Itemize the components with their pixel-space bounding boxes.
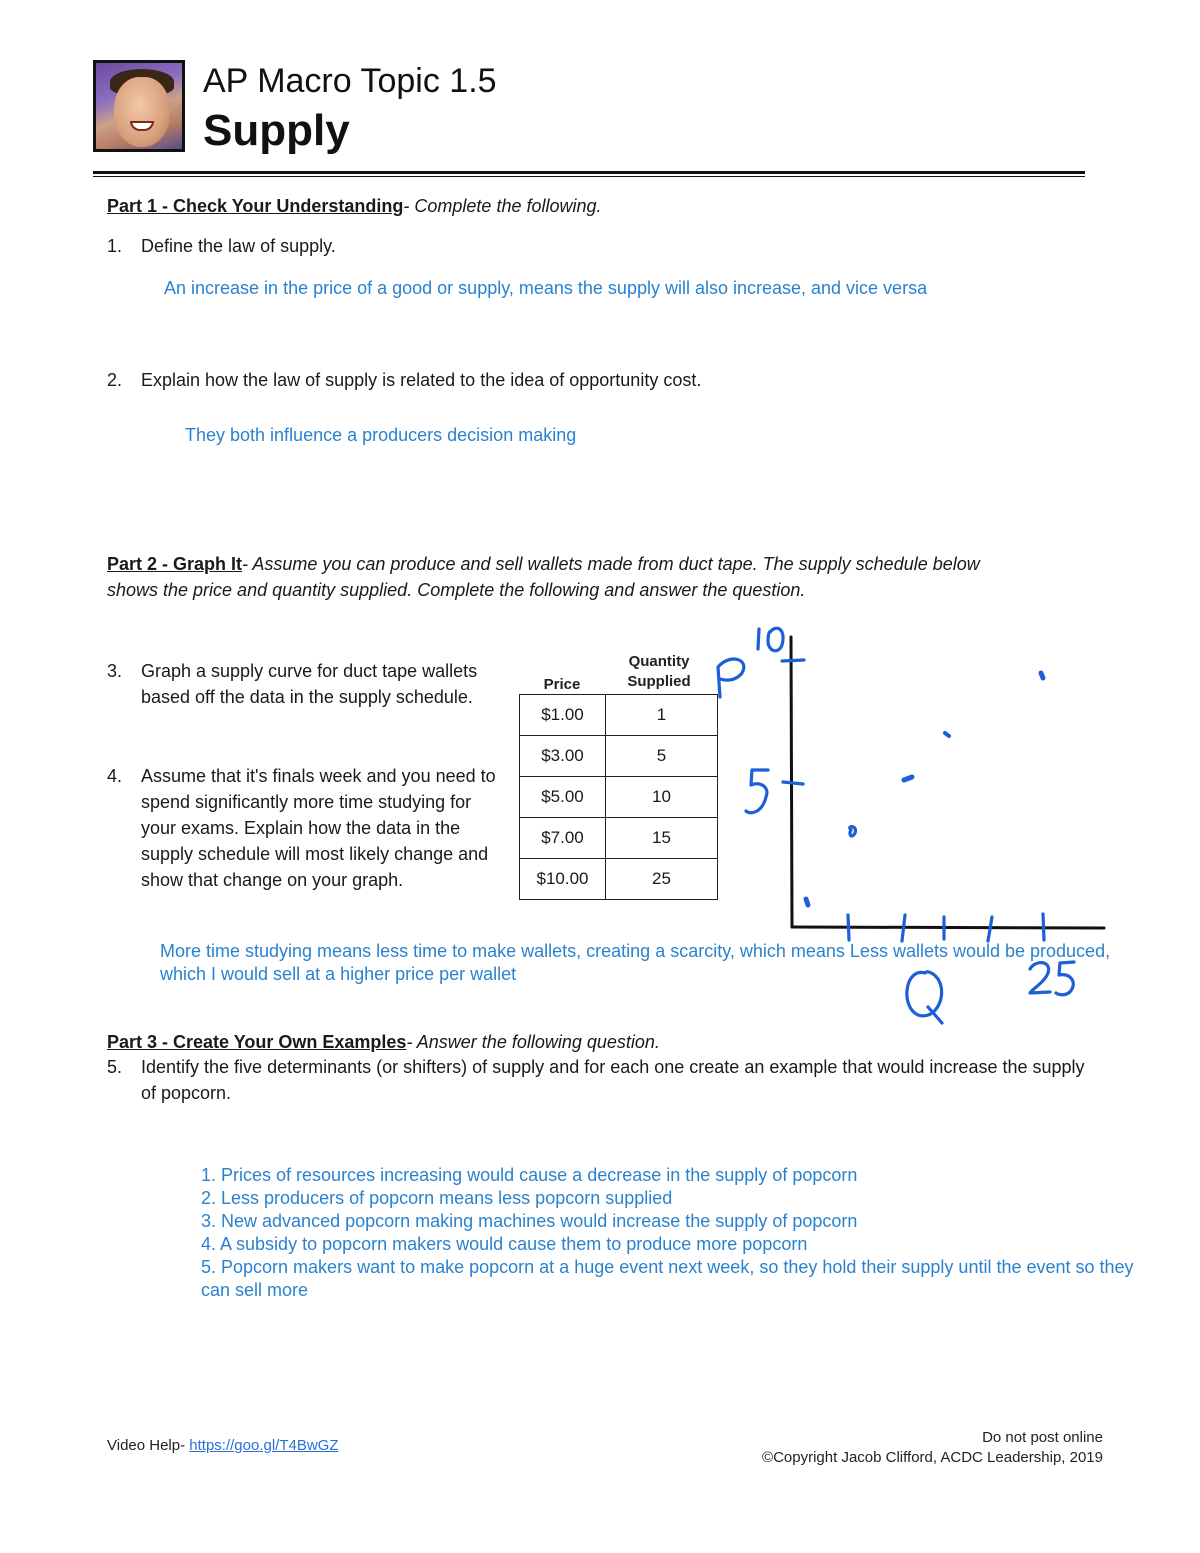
table-header-quantity — [605, 652, 713, 692]
top-label-1 — [758, 629, 759, 649]
list-item: 2. Less producers of popcorn means less popcorn supplied — [201, 1188, 673, 1208]
q1-answer: An increase in the price of a good or supply, means the supply will also increase, and vice versa — [164, 278, 928, 298]
price-cell: $5.00 — [520, 777, 606, 818]
part2-heading: Part 2 - Graph It — [107, 554, 243, 574]
footer-notice-block — [700, 1428, 1103, 1468]
q4-answer: More time studying means less time to make wallets, creating a scarcity, which means Less wallets would be produced, which I would sell at a higher price per wallet — [160, 941, 1111, 984]
q2-answer: They both influence a producers decision making — [185, 425, 577, 445]
q3-number: 3. — [107, 661, 123, 681]
part2-instruction: - Assume you can produce and sell wallets made from duct tape. The supply schedule below shows the price and quantity supplied. Complete the following and answer the question. — [107, 554, 980, 600]
quantity-cell: 5 — [606, 736, 718, 777]
data-point — [806, 899, 808, 905]
top-label-0 — [768, 628, 783, 651]
table-row — [520, 736, 718, 777]
q5-answer-list — [201, 1164, 1151, 1302]
page-title: Supply — [203, 106, 350, 155]
q4-text: Assume that it's finals week and you need to spend significantly more time studying for your exams. Explain how the data in the supply schedule will most likely change and show that change on your graph. — [141, 766, 496, 890]
q2-number: 2. — [107, 370, 123, 390]
y-tick-top — [782, 660, 804, 661]
header-divider — [93, 171, 1085, 174]
data-point — [945, 733, 949, 736]
price-cell: $3.00 — [520, 736, 606, 777]
p-label-ink — [718, 659, 744, 697]
q1-text: Define the law of supply. — [141, 236, 336, 256]
quantity-cell: 25 — [606, 859, 718, 900]
data-point — [1041, 673, 1043, 678]
x-tick — [902, 915, 905, 941]
author-photo — [93, 60, 185, 152]
x-tick — [1043, 914, 1044, 940]
table-row — [520, 777, 718, 818]
do-not-post-notice: Do not post online — [982, 1429, 1103, 1446]
table-header-quantity-line1: Quantity — [628, 653, 690, 670]
data-point — [904, 777, 912, 780]
table-row — [520, 818, 718, 859]
table-row — [520, 695, 718, 736]
part2-heading-block — [107, 551, 1012, 603]
topic-title: AP Macro Topic 1.5 — [203, 62, 497, 100]
quantity-cell: 1 — [606, 695, 718, 736]
supply-schedule-table — [519, 694, 718, 900]
q2-text: Explain how the law of supply is related to the idea of opportunity cost. — [141, 370, 702, 390]
price-cell: $10.00 — [520, 859, 606, 900]
x-tick — [988, 917, 992, 941]
part3-heading: Part 3 - Create Your Own Examples — [107, 1032, 407, 1052]
x-tick — [848, 915, 849, 940]
list-item: 4. A subsidy to popcorn makers would cause them to produce more popcorn — [201, 1234, 808, 1254]
table-header-price: Price — [543, 676, 581, 693]
part1-heading-line — [107, 193, 1087, 219]
q4-number: 4. — [107, 766, 123, 786]
video-help-link[interactable]: https://goo.gl/T4BwGZ — [189, 1437, 339, 1454]
price-cell: $7.00 — [520, 818, 606, 859]
q5-text: Identify the five determinants (or shifters) of supply and for each one create an example that would increase the supply of popcorn. — [141, 1057, 1085, 1103]
list-item: 3. New advanced popcorn making machines would increase the supply of popcorn — [201, 1211, 858, 1231]
header-divider-thin — [93, 176, 1085, 177]
table-row — [520, 859, 718, 900]
part1-heading: Part 1 - Check Your Understanding — [107, 196, 404, 216]
q1-number: 1. — [107, 236, 123, 256]
table-header-quantity-line2: Supplied — [627, 673, 691, 690]
video-help-label: Video Help- — [107, 1437, 190, 1454]
price-cell: $1.00 — [520, 695, 606, 736]
list-item: 1. Prices of resources increasing would cause a decrease in the supply of popcorn — [201, 1165, 858, 1185]
copyright-text: ©Copyright Jacob Clifford, ACDC Leadership, 2019 — [762, 1449, 1103, 1466]
q3-text: Graph a supply curve for duct tape wallets based off the data in the supply schedule. — [141, 661, 478, 707]
quantity-cell: 10 — [606, 777, 718, 818]
video-help — [107, 1437, 339, 1454]
data-point — [850, 827, 856, 836]
y-tick-mid — [783, 782, 803, 784]
mid-label-5 — [746, 770, 768, 813]
part3-heading-line — [107, 1029, 1087, 1055]
q5-number: 5. — [107, 1057, 123, 1077]
part3-instruction: - Answer the following question. — [406, 1032, 660, 1052]
list-item: 5. Popcorn makers want to make popcorn at a huge event next week, so they hold their supply until the event so they can sell more — [201, 1257, 1134, 1300]
quantity-cell: 15 — [606, 818, 718, 859]
part1-instruction: - Complete the following. — [403, 196, 602, 216]
x-axis — [792, 927, 1104, 928]
